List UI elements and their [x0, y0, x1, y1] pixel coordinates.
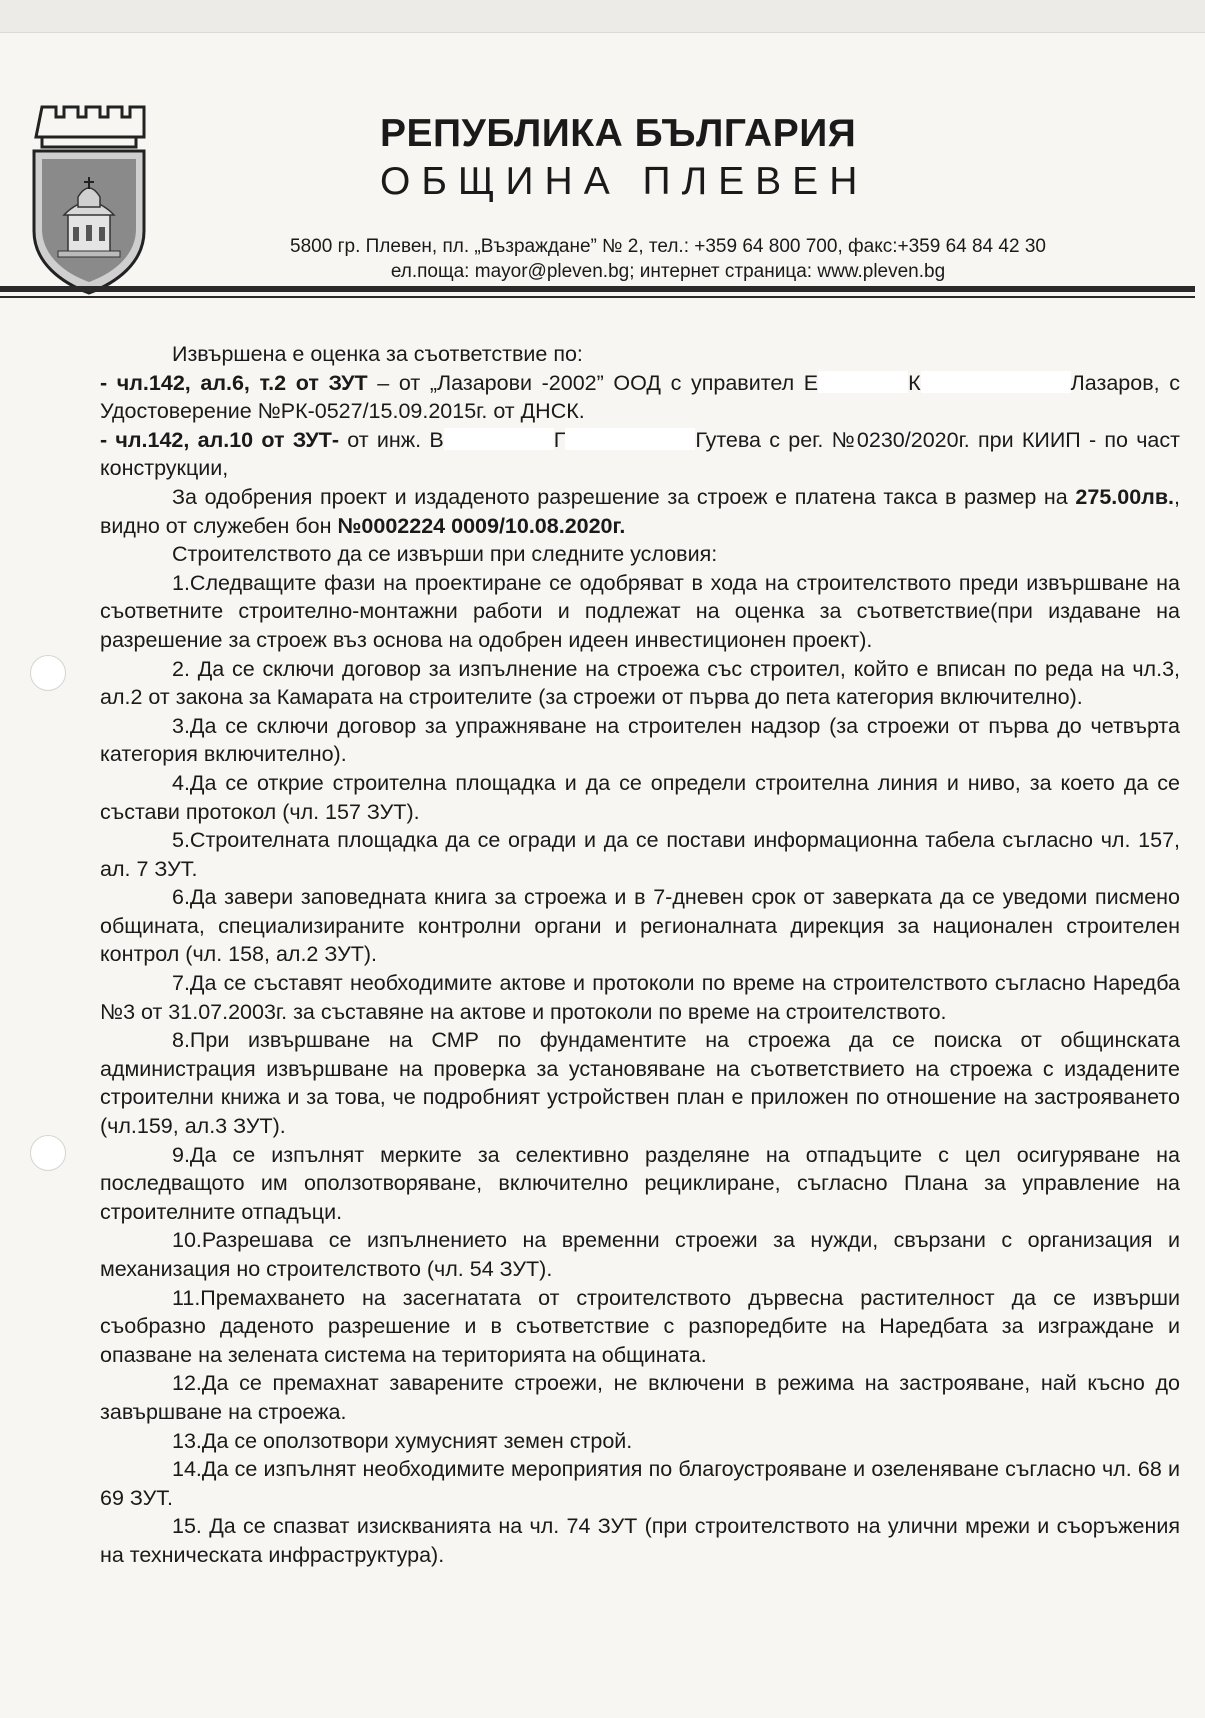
condition-item: 15. Да се спазват изискванията на чл. 74 ЗУТ (при строителството на улични мрежи и съоръжения на техническата инфраструктура).	[100, 1514, 1180, 1567]
condition-item: 9.Да се изпълнят мерките за селективно разделяне на отпадъците с цел осигуряване на последващото им оползотворяване, включително рециклиране, съгласно Плана за управление на строителните отпадъци.	[100, 1142, 1180, 1224]
condition-item: 7.Да се съставят необходимите актове и протоколи по време на строителството съгласно Наредба №3 от 31.07.2003г. за съставяне на актове и протоколи по време на строителството.	[100, 971, 1180, 1024]
redaction-box	[818, 371, 908, 393]
assessment-article-1	[100, 369, 1180, 426]
condition-item: 3.Да се сключи договор за упражняване на строителен надзор (за строежи от първа до четвърта категория включително).	[100, 713, 1180, 767]
assessment-article-2	[100, 426, 1180, 483]
article-1-surname: Лазаров,	[1070, 370, 1160, 395]
condition-item: 6.Да завери заповедната книга за строежа и в 7-дневен срок от заверката да се уведоми писмено общината, специализираните контролни органи и регионалната дирекция за национален строителен контрол (чл. 158, ал.2 ЗУТ).	[100, 885, 1180, 967]
address-line-1: 5800 гр. Плевен, пл. „Възраждане” № 2, тел.: +359 64 800 700, факс:+359 64 84 42 30	[290, 236, 1046, 257]
article-ref-1: - чл.142, ал.6, т.2 от ЗУТ	[100, 370, 368, 395]
fee-text: За одобрения проект и издаденото разрешение за строеж е платена такса в размер на	[172, 484, 1076, 509]
article-2-registration: Гутева с рег. №0230/2020г. при КИИП - по част конструкции,	[100, 427, 1180, 481]
redaction-box	[444, 428, 554, 450]
condition-item: 13.Да се оползотвори хумусният земен строй.	[172, 1428, 633, 1453]
condition-item: 12.Да се премахнат заварените строежи, не включени в режима на застрояване, най късно до завършване на строежа.	[100, 1371, 1180, 1424]
punch-hole-bottom	[30, 1135, 66, 1171]
document-body	[100, 340, 1180, 1570]
article-2-text: от инж. В	[339, 427, 444, 452]
header-divider-thick	[0, 286, 1195, 292]
document-title: РЕПУБЛИКА БЪЛГАРИЯ	[380, 112, 857, 155]
article-1-text: – от „Лазарови -2002” ООД с управител Е	[367, 370, 819, 395]
contact-address	[218, 234, 1118, 284]
article-1-certificate: с Удостоверение №РК-0527/15.09.2015г. от ДНСК.	[100, 370, 1180, 424]
redaction-box	[921, 371, 1071, 393]
conditions-intro: Строителството да се извърши при следните условия:	[172, 542, 718, 567]
article-1-initial: К	[908, 370, 921, 395]
condition-item: 11.Премахването на засегнатата от строителството дървесна растителност да се извърши съобразно даденото разрешение и в съответствие с разпоредбите на Наредбата за изграждане и опазване на зелената система на територията на общината.	[100, 1285, 1180, 1367]
punch-hole-top	[30, 655, 66, 691]
header-divider-thin	[0, 296, 1195, 298]
condition-item: 5.Строителната площадка да се огради и да се постави информационна табела съгласно чл. 157, ал. 7 ЗУТ.	[100, 828, 1180, 881]
condition-item: 1.Следващите фази на проектиране се одобряват в хода на строителството преди извършване на съответните строително-монтажни работи и подлежат на оценка за съответствие(при издаване на разрешение за строеж въз основа на одобрен идеен инвестиционен проект).	[100, 570, 1180, 652]
address-line-2: ел.поща: mayor@pleven.bg; интернет страница: www.pleven.bg	[390, 261, 946, 282]
fee-receipt: №0002224 0009/10.08.2020г.	[337, 513, 626, 538]
condition-item: 8.При извършване на СМР по фундаментите на строежа да се поиска от общинската администрация извършване на проверка за установяване на съответствието на строежа с издадените строителни книжа и за това, че подробният устройствен план е приложен по отношение на застрояването (чл.159, ал.3 ЗУТ).	[100, 1028, 1180, 1139]
fee-text-2: , видно от служебен бон	[100, 484, 1180, 538]
municipality-name: ОБЩИНА ПЛЕВЕН	[380, 160, 869, 203]
condition-item: 4.Да се открие строителна площадка и да се определи строителна линия и ниво, за което да се състави протокол (чл. 157 ЗУТ).	[100, 770, 1180, 824]
article-2-initial: Г	[553, 427, 566, 452]
fee-amount: 275.00лв.	[1075, 484, 1175, 509]
condition-item: 2. Да се сключи договор за изпълнение на строежа със строител, който е вписан по реда на чл.3, ал.2 от закона за Камарата на строителите (за строежи от първа до пета категория включително).	[100, 656, 1180, 710]
article-ref-2: - чл.142, ал.10 от ЗУТ-	[100, 427, 340, 452]
condition-item: 10.Разрешава се изпълнението на временни строежи за нужди, свързани с организация и механизация но строителството (чл. 54 ЗУТ).	[100, 1228, 1180, 1281]
fee-paragraph	[100, 483, 1180, 540]
condition-item: 14.Да се изпълнят необходимите мероприятия по благоустрояване и озеленяване съгласно чл. 68 и 69 ЗУТ.	[100, 1457, 1180, 1510]
assessment-intro: Извършена е оценка за съответствие по:	[172, 342, 583, 366]
scan-top-edge	[0, 0, 1205, 33]
redaction-box	[565, 428, 695, 450]
pleven-coat-of-arms-icon	[28, 105, 150, 295]
